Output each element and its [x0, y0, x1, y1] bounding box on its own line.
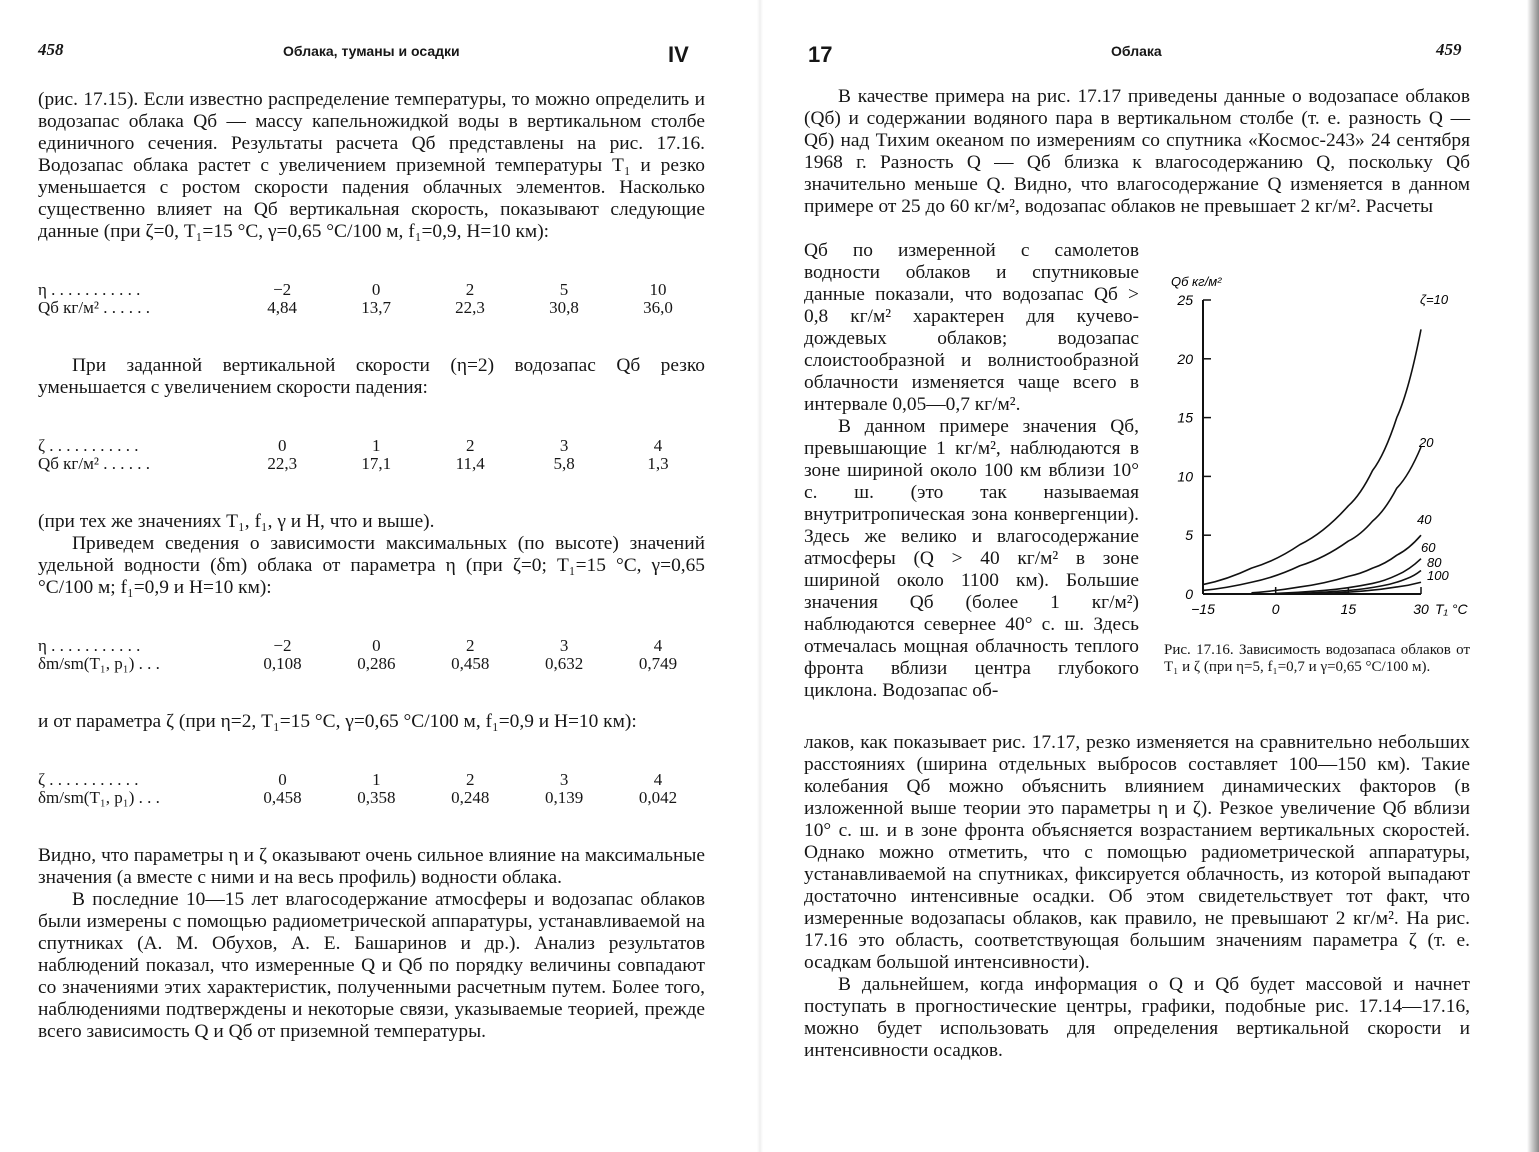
table-cell: 0,749 — [638, 654, 678, 673]
table-cell: 1,3 — [647, 454, 669, 473]
table-cell: 0,042 — [638, 788, 678, 807]
table-cell: 2 — [465, 636, 475, 655]
y-tick-label: 20 — [1177, 350, 1193, 367]
y-tick-label: 25 — [1177, 292, 1193, 308]
data-table — [38, 437, 705, 473]
series-label: 80 — [1427, 555, 1442, 570]
paragraph: В последние 10—15 лет влагосодержание атмосферы и водозапас облаков были измерены с помощью радиометрической аппаратуры, устанавливаемой на спутниках (А. М. Обухов, А. Е. Башаринов и др.). Анализ результатов наблюдений показал, что измеренные Q и Qб по порядку величины совпадают со значениями этих характеристик, полученными расчетным путем. Более того, наблюдениями подтверждены и некоторые связи, указываемые теорией, прежде всего зависимость Q и Qб от приземной температуры. — [38, 889, 705, 1042]
table-cell: 0,458 — [263, 788, 302, 807]
paragraph: Видно, что параметры η и ζ оказывают очень сильное влияние на максимальные значения (а вместе с ними и на весь профиль) водности облака. — [38, 845, 705, 888]
table-cell: 13,7 — [361, 298, 391, 317]
row-label: δm/sm(T₁, p₁) . . . — [38, 788, 160, 807]
table-cell: 0,458 — [451, 654, 490, 673]
tick-labels — [1176, 292, 1429, 617]
series-label: 40 — [1417, 512, 1432, 527]
paragraph: Приведем сведения о зависимости максимальных (по высоте) значений удельной водности (δm) облака от параметра η (при ζ=0; T₁=15 °C, γ=0,65 °C/100 м; f₁=0,9 и H=10 км): — [38, 533, 705, 598]
y-tick-label: 5 — [1185, 527, 1193, 544]
table-cell: 10 — [649, 280, 667, 299]
table-cell: 17,1 — [361, 454, 392, 473]
left-text-column — [38, 89, 705, 1043]
row-label: ζ . . . . . . . . . . . — [38, 436, 139, 455]
series-curve — [1300, 570, 1421, 593]
table-cell: 0 — [371, 280, 381, 299]
right-text-bottom — [804, 732, 1470, 1062]
table-cell: −2 — [273, 636, 292, 655]
table-cell: 0,286 — [357, 654, 396, 673]
data-table — [38, 281, 705, 317]
x-tick-label: 0 — [1271, 601, 1280, 617]
series-label: 100 — [1427, 568, 1449, 583]
figure-17-16-chart — [1165, 262, 1475, 702]
table-cell: 5,8 — [553, 454, 575, 473]
paragraph: лаков, как показывает рис. 17.17, резко изменяется на сравнительно небольших расстояниях (ширина отдельных выбросов составляет 100—150 км). Такие колебания Qб можно объяснить влиянием динамических факторов (в изложенной выше теории это параметры η и ζ). Резкое увеличение Qб вблизи 10° с. ш. и в зоне фронта объясняется возрастанием вертикальных скоростей. Однако можно отметить, что с помощью радиометрической аппаратуры, устанавливаемой на спутниках, фиксируется облачность, из которой выпадают достаточно интенсивные осадки. Об этом свидетельствует тот факт, что измеренные водозапасы облаков, как правило, не превышают 2 кг/м². На рис. 17.16 это область, соответствующая большим значениям параметра ζ (т. е. осадкам большой интенсивности). — [804, 732, 1470, 973]
table-cell: 22,3 — [267, 454, 298, 473]
table-cell: 2 — [465, 436, 475, 455]
page-number: 459 — [1436, 40, 1462, 59]
table-cell: −2 — [273, 280, 292, 299]
x-tick-label: 30 — [1413, 601, 1429, 617]
table-cell: 0,139 — [544, 788, 584, 807]
table-cell: 3 — [559, 436, 569, 455]
table-cell: 4,84 — [267, 298, 297, 317]
paragraph: В данном примере значения Qб, превышающие 1 кг/м², наблюдаются в зоне шириной около 100 км вблизи 10° с. ш. (это так называемая внутритропическая зона конвергенции). Здесь же велико и влагосодержание атмосферы (Q > 40 кг/м² в зоне шириной около 1100 км). Большие значения Qб (более 1 кг/м²) наблюдаются севернее 40° с. ш. Здесь отмечалась мощная облачность теплого фронта вблизи центра глубокого циклона. Водозапас об- — [804, 416, 1139, 701]
table-cell: 2 — [465, 280, 475, 299]
right-text-narrow — [804, 240, 1139, 702]
row-label: Qб кг/м² . . . . . . — [38, 298, 150, 317]
table-cell: 0 — [278, 770, 287, 789]
series-curve — [1203, 329, 1421, 584]
table-cell: 5 — [559, 280, 569, 299]
chapter-roman: IV — [668, 42, 689, 67]
table-cell: 0,632 — [544, 654, 584, 673]
table-cell: 1 — [372, 436, 381, 455]
table-cell: 3 — [559, 770, 569, 789]
data-table — [38, 637, 705, 673]
table-cell: 0 — [372, 636, 381, 655]
table-cell: 36,0 — [643, 298, 673, 317]
series-label: 20 — [1419, 435, 1434, 450]
table-cell: 3 — [559, 636, 569, 655]
table-row — [38, 437, 705, 455]
left-page — [0, 0, 760, 1152]
data-table — [38, 771, 705, 807]
y-tick-label: 0 — [1185, 586, 1193, 602]
x-tick-label: 15 — [1340, 601, 1357, 617]
table-cell: 11,4 — [455, 454, 485, 473]
table-row — [38, 789, 705, 807]
series-label: 60 — [1421, 540, 1436, 555]
paragraph: (рис. 17.15). Если известно распределение температуры, то можно определить и водозапас облака Qб — массу капельножидкой воды в вертикальном столбе единичного сечения. Результаты расчета Qб представлены на рис. 17.16. Водозапас облака растет с увеличением приземной температуры T₁ и резко уменьшается с ростом скорости падения облачных элементов. Насколько существенно влияет на Qб вертикальная скорость, показывают следующие данные (при ζ=0, T₁=15 °C, γ=0,65 °C/100 м, f₁=0,9, H=10 км): — [38, 89, 705, 242]
table-cell: 0,248 — [451, 788, 490, 807]
table-cell: 0 — [278, 436, 287, 455]
table-cell: 0,358 — [357, 788, 396, 807]
y-axis-label: Qб кг/м² — [1171, 274, 1222, 289]
row-label: Qб кг/м² . . . . . . — [38, 454, 150, 473]
paragraph: и от параметра ζ (при η=2, T₁=15 °C, γ=0,65 °C/100 м, f₁=0,9 и H=10 км): — [38, 711, 637, 732]
page-edge-shadow — [1527, 0, 1539, 1152]
paragraph: При заданной вертикальной скорости (η=2) водозапас Qб резко уменьшается с увеличением скорости падения: — [38, 355, 705, 398]
table-row — [38, 771, 705, 789]
row-label: ζ . . . . . . . . . . . — [38, 770, 139, 789]
table-cell: 1 — [372, 770, 381, 789]
curves — [1203, 329, 1421, 593]
table-cell: 30,8 — [549, 298, 579, 317]
table-cell: 22,3 — [455, 298, 485, 317]
page-number: 458 — [38, 40, 64, 59]
paragraph: (при тех же значениях T₁, f₁, γ и H, что и выше). — [38, 511, 435, 532]
paragraph: В дальнейшем, когда информация о Q и Qб будет массовой и начнет поступать в прогностические центры, графики, подобные рис. 17.14—17.16, можно будет использовать для определения вертикальной скорости и интенсивности осадков. — [804, 974, 1470, 1061]
series-curve — [1251, 535, 1421, 593]
running-title: Облака — [1111, 43, 1162, 59]
table-cell: 4 — [653, 436, 663, 455]
series-labels — [1417, 292, 1449, 583]
figure-caption: Рис. 17.16. Зависимость водозапаса облаков от T₁ и ζ (при η=5, f₁=0,7 и γ=0,65 °C/100 м). — [1164, 642, 1470, 675]
table-row — [38, 299, 705, 317]
y-tick-label: 10 — [1177, 468, 1193, 485]
table-row — [38, 655, 705, 673]
chapter-number: 17 — [808, 42, 833, 67]
series-label: ζ=10 — [1420, 292, 1449, 307]
table-row — [38, 281, 705, 299]
table-row — [38, 455, 705, 473]
paragraph: В качестве примера на рис. 17.17 приведены данные о водозапасе облаков (Qб) и содержании водяного пара в вертикальном столбе (т. е. разность Q — Qб) над Тихим океаном по измерениям со спутника «Космос-243» 24 сентября 1968 г. Разность Q — Qб близка к влагосодержанию Q, поскольку Qб значительно меньше Q. Видно, что влагосодержание Q изменяется в данном примере от 25 до 60 кг/м², водозапас облаков не превышает 2 кг/м². Расчеты — [804, 86, 1470, 217]
x-tick-label: −15 — [1191, 601, 1215, 617]
table-cell: 2 — [465, 770, 475, 789]
row-label: η . . . . . . . . . . . — [38, 280, 141, 299]
y-tick-label: 15 — [1177, 409, 1193, 426]
table-cell: 4 — [653, 636, 663, 655]
running-title: Облака, туманы и осадки — [283, 43, 460, 59]
series-curve — [1203, 447, 1421, 590]
table-cell: 4 — [653, 770, 663, 789]
table-cell: 0,108 — [263, 654, 302, 673]
row-label: η . . . . . . . . . . . — [38, 636, 141, 655]
axes — [1203, 300, 1421, 594]
x-axis-unit: T₁ °C — [1435, 601, 1468, 617]
row-label: δm/sm(T₁, p₁) . . . — [38, 654, 160, 673]
table-row — [38, 637, 705, 655]
right-text-top — [804, 86, 1470, 218]
paragraph: Qб по измеренной с самолетов водности облаков и спутниковые данные показали, что водозапас Qб > 0,8 кг/м² характерен для кучево-дождевых облаков; водозапас слоистообразной и волнистообразной облачности изменяется чаще всего в интервале 0,05—0,7 кг/м². — [804, 240, 1139, 415]
